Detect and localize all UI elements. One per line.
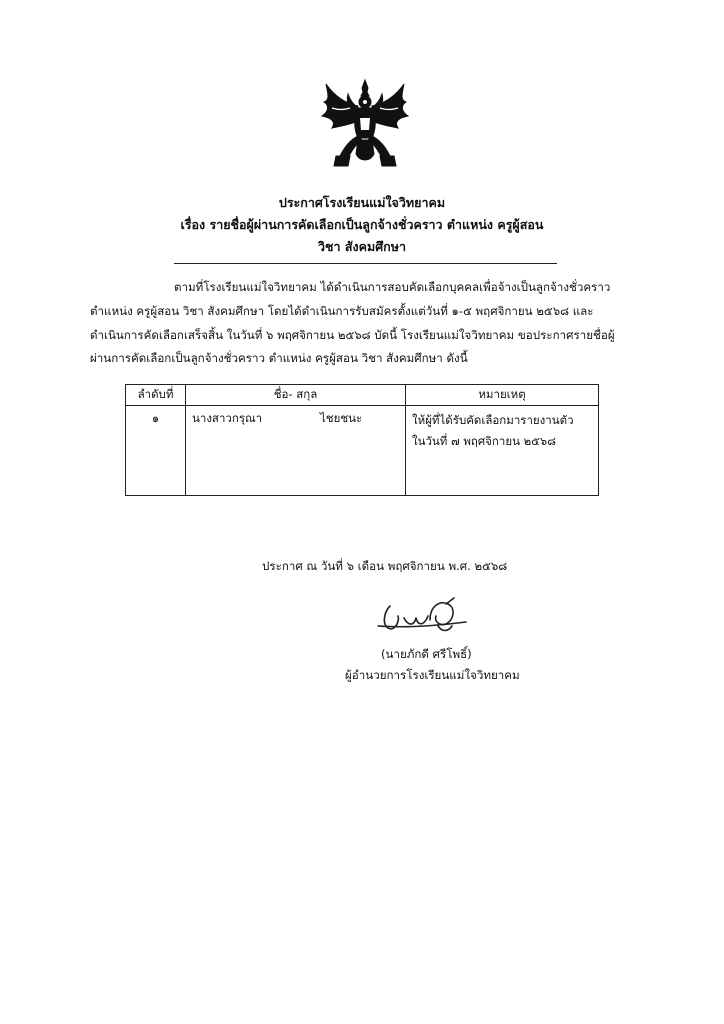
remark-line-1: ให้ผู้ที่ได้รับคัดเลือกมารายงานตัว [412,413,574,427]
remark-line-2: ในวันที่ ๗ พฤศจิกายน ๒๕๖๘ [412,434,557,448]
body-paragraph-line-2: ตำแหน่ง ครูผู้สอน วิชา สังคมศึกษา โดยได้ดำเนินการรับสมัครตั้งแต่วันที่ ๑-๕ พฤศจิกายน ๒๕๖๘ และ [90,304,594,318]
table-row [126,406,599,496]
title-divider [174,263,557,264]
first-name: นางสาวกรุณา [192,411,263,425]
body-paragraph-line-4: ผ่านการคัดเลือกเป็นลูกจ้างชั่วคราว ตำแหน่ง ครูผู้สอน วิชา สังคมศึกษา ดังนี้ [90,351,468,365]
last-name: ไชยชนะ [320,411,363,425]
cell-name [186,406,406,496]
table-header-row [126,385,599,406]
handwritten-signature [374,596,470,640]
announcement-title: ประกาศโรงเรียนแม่ใจวิทยาคม [278,195,446,210]
body-paragraph-line-3: ดำเนินการคัดเลือกเสร็จสิ้น ในวันที่ ๖ พฤศจิกายน ๒๕๖๘ บัดนี้ โรงเรียนแม่ใจวิทยาคม ขอประกาศรายชื่อผู้ [90,328,615,342]
cell-order: ๑ [126,406,186,496]
cell-remark [406,406,599,496]
signer-name: (นายภักดี ศรีโพธิ์) [381,647,472,661]
announcement-date: ประกาศ ณ วันที่ ๖ เดือน พฤศจิกายน พ.ศ. ๒๕๖๘ [262,559,508,573]
header-order: ลำดับที่ [126,385,186,406]
header-name: ชื่อ- สกุล [186,385,406,406]
announcement-subject: เรื่อง รายชื่อผู้ผ่านการคัดเลือกเป็นลูกจ้างชั่วคราว ตำแหน่ง ครูผู้สอน [180,217,544,232]
announcement-subject-field: วิชา สังคมศึกษา [318,239,406,254]
selected-candidates-table [125,384,599,496]
body-paragraph-line-1: ตามที่โรงเรียนแม่ใจวิทยาคม ได้ดำเนินการสอบคัดเลือกบุคคลเพื่อจ้างเป็นลูกจ้างชั่วคราว [174,280,611,294]
garuda-emblem-icon [318,78,412,170]
header-remark: หมายเหตุ [406,385,599,406]
signer-position: ผู้อำนวยการโรงเรียนแม่ใจวิทยาคม [345,668,520,682]
